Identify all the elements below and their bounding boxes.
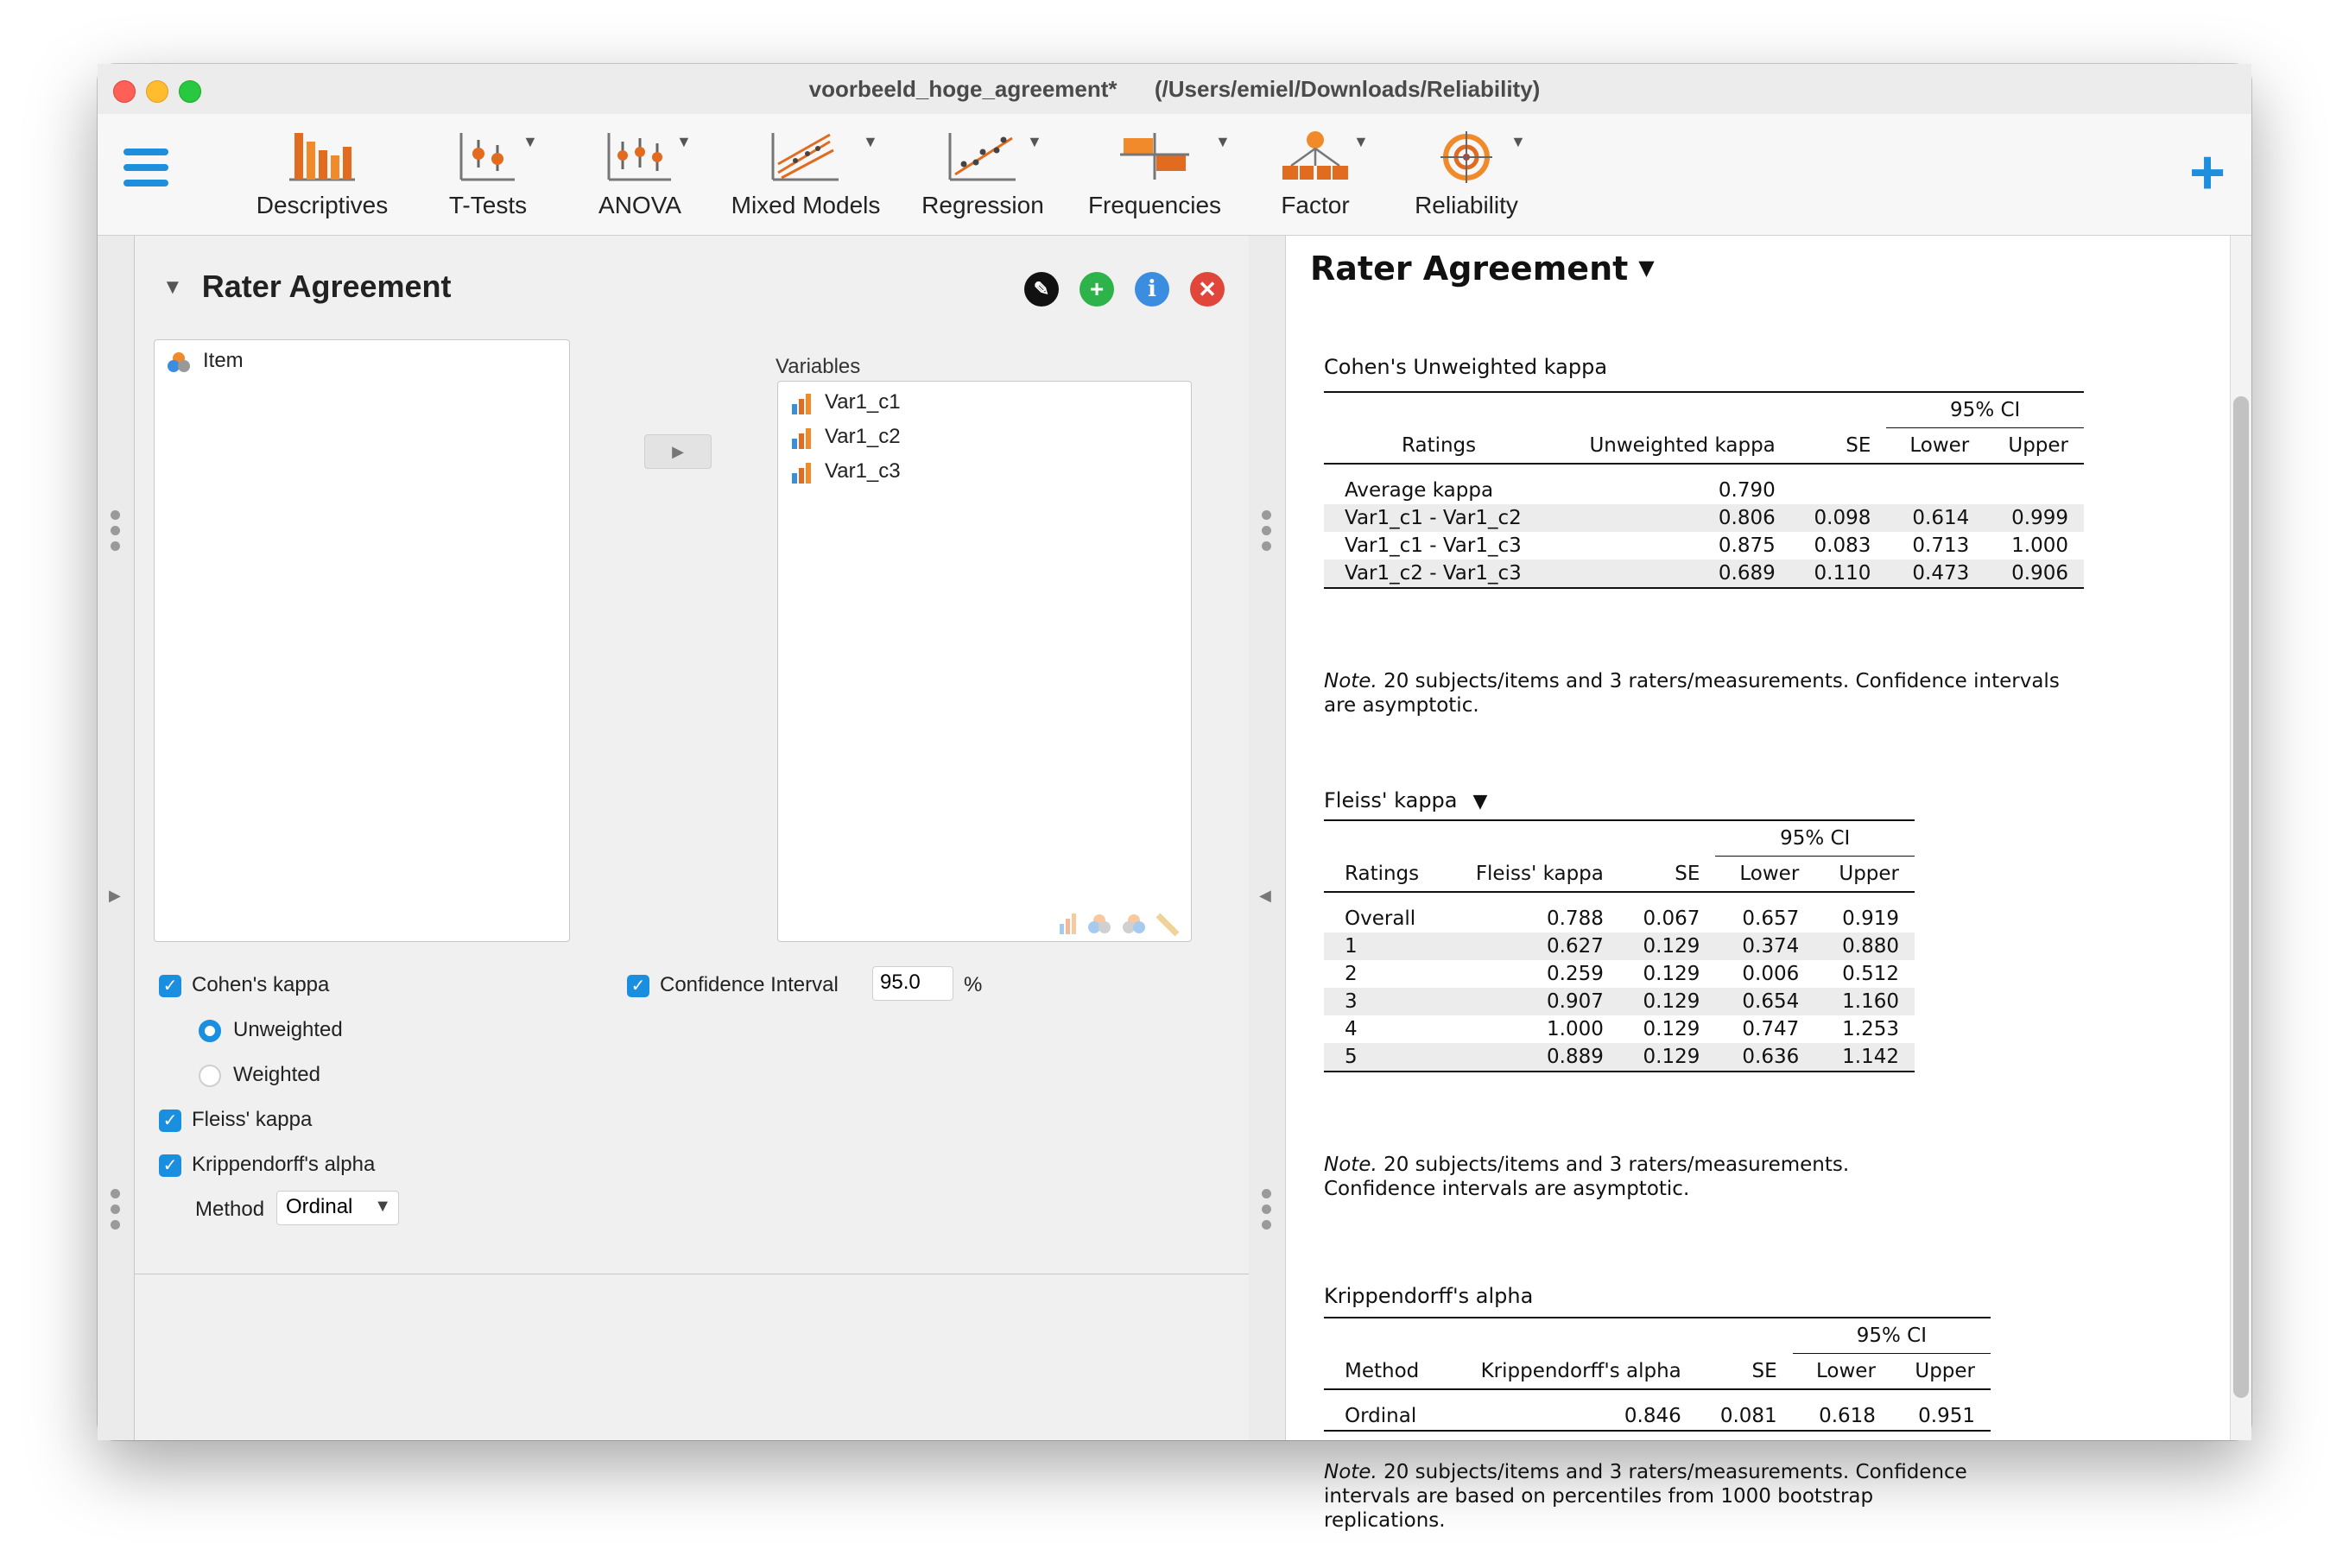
table-header: Unweighted kappa <box>1555 428 1791 465</box>
add-module-plus-icon[interactable]: + <box>2188 138 2226 207</box>
variable-label: Var1_c2 <box>825 425 901 448</box>
frequencies-dropdown-icon: ▼ <box>1215 133 1231 150</box>
table-cell: 5 <box>1324 1043 1445 1072</box>
table-cell: 1.000 <box>2011 534 2068 557</box>
t-tests-dropdown-icon: ▼ <box>522 133 538 150</box>
splitter-handle-dots-icon[interactable] <box>111 510 121 557</box>
table-cell: 0.512 <box>1842 963 1899 985</box>
table-cell: Ordinal <box>1324 1402 1445 1431</box>
note-label: Note. <box>1324 1154 1377 1176</box>
ordinal-variable-icon <box>790 392 813 414</box>
table-header: 95% CI <box>1793 1318 1991 1354</box>
table-cell: Var1_c1 - Var1_c2 <box>1324 504 1555 532</box>
table-cell: 0.875 <box>1718 534 1776 557</box>
table-cell: 1 <box>1324 933 1445 960</box>
factor-dropdown-icon: ▼ <box>1353 133 1369 150</box>
krippendorff-alpha-table <box>1324 1317 1991 1432</box>
toolbar-t-tests-label: T-Tests <box>448 192 528 218</box>
results-scrollbar-thumb[interactable] <box>2233 396 2249 1398</box>
table-cell: 0.654 <box>1715 988 1814 1015</box>
table-header: Krippendorff's alpha <box>1445 1354 1697 1390</box>
confidence-interval-label: Confidence Interval <box>660 973 839 996</box>
analysis-header[interactable] <box>162 269 452 305</box>
middle-splitter[interactable] <box>1249 236 1285 1440</box>
move-variable-arrow-button[interactable]: ▶ <box>644 434 712 469</box>
table-header: Method <box>1324 1354 1445 1390</box>
table-cell <box>1886 477 1985 504</box>
results-panel <box>1285 236 2232 1532</box>
unweighted-label: Unweighted <box>233 1018 343 1041</box>
krippendorff-table-title: Krippendorff's alpha <box>1324 1284 1534 1308</box>
table-cell: Average kappa <box>1345 479 1494 502</box>
table-cell: 0.129 <box>1619 933 1716 960</box>
table-header: Lower <box>1793 1354 1891 1390</box>
note-text: 20 subjects/items and 3 raters/measurements. Confidence intervals are asymptotic. <box>1324 1154 1850 1200</box>
anova-dropdown-icon: ▼ <box>676 133 692 150</box>
table-header: Upper <box>1985 428 2084 465</box>
table-cell: 4 <box>1345 1018 1358 1040</box>
table-header: SE <box>1697 1354 1793 1390</box>
list-item[interactable] <box>790 425 901 449</box>
collapse-triangle-icon[interactable]: ▼ <box>162 275 183 299</box>
table-cell: 0.067 <box>1643 907 1700 930</box>
info-icon[interactable]: i <box>1135 272 1169 307</box>
list-item[interactable] <box>790 390 901 414</box>
table-row <box>1324 933 1915 960</box>
table-cell: 0.806 <box>1555 504 1791 532</box>
method-select-value: Ordinal <box>286 1195 353 1218</box>
fleiss-kappa-label: Fleiss' kappa <box>192 1108 313 1131</box>
edit-title-pencil-icon[interactable]: ✎ <box>1024 272 1059 307</box>
ribbon-toolbar <box>98 114 2251 236</box>
table-row <box>1324 1402 1991 1431</box>
note-text: 20 subjects/items and 3 raters/measurements. Confidence intervals are asymptotic. <box>1324 670 2060 717</box>
fleiss-kappa-table <box>1324 819 1915 1072</box>
weighted-label: Weighted <box>233 1063 320 1086</box>
splitter-handle-dots-icon[interactable] <box>111 1189 121 1236</box>
table-cell: 0.110 <box>1791 560 1887 588</box>
expand-data-arrow-icon[interactable]: ▶ <box>109 887 121 904</box>
left-splitter[interactable] <box>98 236 134 1440</box>
table-cell: 0.473 <box>1886 560 1985 588</box>
window-title: voorbeeld_hoge_agreement* (/Users/emiel/Downloads/Reliability) <box>808 76 1541 102</box>
table-header: Upper <box>1814 857 1915 893</box>
results-title: Rater Agreement <box>1310 250 1629 288</box>
toolbar-factor-label: Factor <box>1281 192 1350 218</box>
table-cell: 0.129 <box>1643 963 1700 985</box>
table-cell: 0.846 <box>1445 1402 1697 1431</box>
results-heading[interactable] <box>1310 250 1655 288</box>
nominal-variable-icon <box>167 350 191 374</box>
t-tests-icon <box>458 130 518 183</box>
list-item[interactable] <box>167 349 244 374</box>
table-row <box>1324 532 2084 560</box>
note-label: Note. <box>1324 1461 1377 1483</box>
hamburger-menu-icon[interactable] <box>123 149 168 193</box>
toolbar-anova[interactable] <box>579 114 700 235</box>
table-row <box>1324 477 2084 504</box>
chevron-down-icon: ▼ <box>374 1197 391 1216</box>
cohens-kappa-checkbox[interactable]: ✓ Cohen's kappa <box>159 973 329 997</box>
source-variables-list[interactable] <box>154 339 570 942</box>
table-cell: 0.689 <box>1555 560 1791 588</box>
mixed-models-icon <box>769 130 842 183</box>
table-header: Ratings <box>1324 428 1555 465</box>
table-row <box>1324 905 1915 933</box>
table-cell: 0.636 <box>1715 1043 1814 1072</box>
ci-level-input[interactable]: 95.0 <box>872 966 953 1001</box>
table-header: Upper <box>1891 1354 1991 1390</box>
toolbar-frequencies-label: Frequencies <box>1087 192 1222 218</box>
method-select[interactable] <box>276 1191 399 1225</box>
ci-percent-unit: % <box>964 973 983 996</box>
table-cell: 0.614 <box>1886 504 1985 532</box>
table-cell: 0.999 <box>1985 504 2084 532</box>
table-cell: 0.657 <box>1742 907 1800 930</box>
table-cell: 0.790 <box>1718 479 1776 502</box>
krippendorff-alpha-label: Krippendorff's alpha <box>192 1153 376 1176</box>
table-header: Ratings <box>1324 857 1445 893</box>
note-text: 20 subjects/items and 3 raters/measurements. Confidence intervals are based on percentiles from 1000 bootstrap replications. <box>1324 1461 1967 1532</box>
list-item[interactable] <box>790 459 901 484</box>
table-cell: 0.006 <box>1742 963 1800 985</box>
reliability-dropdown-icon: ▼ <box>1510 133 1526 150</box>
toolbar-mixed-models[interactable] <box>719 114 892 235</box>
confidence-interval-checkbox[interactable]: ✓ Confidence Interval <box>627 973 839 997</box>
table-cell: 0.081 <box>1697 1402 1793 1431</box>
table-row <box>1324 1015 1915 1043</box>
toolbar-regression[interactable] <box>909 114 1056 235</box>
fleiss-kappa-checkbox[interactable]: ✓ Fleiss' kappa <box>159 1108 312 1132</box>
app-window <box>98 64 2251 1532</box>
table-cell: Var1_c2 - Var1_c3 <box>1324 560 1555 588</box>
reliability-icon <box>1439 130 1494 183</box>
table-cell: Var1_c1 - Var1_c3 <box>1345 534 1522 557</box>
fleiss-title-text: Fleiss' kappa <box>1324 788 1458 812</box>
toolbar-mixed-models-label: Mixed Models <box>731 192 881 218</box>
toolbar-descriptives-label: Descriptives <box>256 192 389 218</box>
cohen-table-title: Cohen's Unweighted kappa <box>1324 355 1608 379</box>
variables-label: Variables <box>776 355 861 378</box>
cohens-kappa-label: Cohen's kappa <box>192 973 330 996</box>
table-cell <box>1985 477 2084 504</box>
table-cell: 0.083 <box>1814 534 1871 557</box>
table-row <box>1324 560 2084 588</box>
descriptives-icon <box>286 130 358 183</box>
table-cell: 0.919 <box>1842 907 1899 930</box>
collapse-options-arrow-icon[interactable]: ◀ <box>1259 887 1271 904</box>
table-cell: 0.129 <box>1643 1018 1700 1040</box>
table-header: 95% CI <box>1715 820 1915 857</box>
ordinal-variable-icon <box>790 461 813 484</box>
ordinal-variable-icon <box>790 427 813 449</box>
table-cell: 0.906 <box>1985 560 2084 588</box>
source-variable-label: Item <box>203 349 244 372</box>
krippendorff-table-note <box>1324 1460 1998 1533</box>
toolbar-anova-label: ANOVA <box>598 192 681 218</box>
regression-icon <box>947 130 1019 183</box>
analysis-title: Rater Agreement <box>201 269 452 304</box>
table-header: Lower <box>1715 857 1814 893</box>
table-cell: 1.160 <box>1814 988 1915 1015</box>
toolbar-reliability-label: Reliability <box>1415 192 1518 218</box>
krippendorff-alpha-checkbox[interactable]: ✓ Krippendorff's alpha <box>159 1153 375 1177</box>
table-cell: 0.627 <box>1445 933 1619 960</box>
mixed-models-dropdown-icon: ▼ <box>863 133 878 150</box>
title-bar <box>98 64 2251 115</box>
table-cell: 1.142 <box>1814 1043 1915 1072</box>
toolbar-regression-label: Regression <box>921 192 1044 218</box>
table-cell: 0.880 <box>1814 933 1915 960</box>
variable-label: Var1_c3 <box>825 459 901 483</box>
table-cell: 0.618 <box>1793 1402 1891 1431</box>
factor-icon <box>1279 130 1352 183</box>
cohen-kappa-table <box>1324 391 2084 589</box>
table-header: Lower <box>1886 428 1985 465</box>
table-cell: Overall <box>1345 907 1416 930</box>
table-cell: 1.253 <box>1842 1018 1899 1040</box>
table-cell: 0.129 <box>1619 988 1716 1015</box>
results-menu-dropdown-icon[interactable]: ▼ <box>1638 256 1655 280</box>
table-header: SE <box>1791 428 1887 465</box>
table-cell: 2 <box>1345 963 1358 985</box>
regression-dropdown-icon: ▼ <box>1027 133 1042 150</box>
table-cell: 0.747 <box>1742 1018 1800 1040</box>
table-row <box>1324 1043 1915 1072</box>
table-cell: 0.788 <box>1547 907 1604 930</box>
fleiss-table-title[interactable] <box>1324 788 1487 812</box>
table-header: SE <box>1619 857 1716 893</box>
duplicate-analysis-plus-icon[interactable]: + <box>1080 272 1114 307</box>
target-variables-list[interactable] <box>777 381 1192 942</box>
table-cell: 0.713 <box>1912 534 1970 557</box>
allowed-variable-types-icon <box>1056 910 1186 936</box>
fleiss-menu-dropdown-icon[interactable]: ▼ <box>1472 791 1488 812</box>
table-cell: 1.000 <box>1547 1018 1604 1040</box>
table-row <box>1324 504 2084 532</box>
weighted-radio[interactable] <box>199 1063 320 1087</box>
table-cell: 3 <box>1324 988 1445 1015</box>
table-cell <box>1791 477 1887 504</box>
note-label: Note. <box>1324 670 1377 692</box>
unweighted-radio[interactable] <box>199 1018 343 1042</box>
splitter-handle-dots-icon[interactable] <box>1262 1189 1272 1236</box>
variable-label: Var1_c1 <box>825 390 901 414</box>
anova-icon <box>605 130 674 183</box>
remove-analysis-close-icon[interactable]: ✕ <box>1190 272 1225 307</box>
toolbar-frequencies[interactable] <box>1068 114 1241 235</box>
method-label: Method <box>195 1198 265 1221</box>
toolbar-reliability[interactable] <box>1393 114 1540 235</box>
cohen-table-note <box>1324 669 2084 718</box>
table-cell: 0.889 <box>1445 1043 1619 1072</box>
splitter-handle-dots-icon[interactable] <box>1262 510 1272 557</box>
table-cell: 0.098 <box>1791 504 1887 532</box>
toolbar-factor[interactable] <box>1255 114 1376 235</box>
table-cell: 0.374 <box>1715 933 1814 960</box>
table-header: 95% CI <box>1886 392 2084 428</box>
fleiss-table-note <box>1324 1153 1915 1201</box>
table-row <box>1324 988 1915 1015</box>
table-cell: 0.951 <box>1891 1402 1991 1431</box>
table-cell: 0.129 <box>1619 1043 1716 1072</box>
table-cell: 0.259 <box>1547 963 1604 985</box>
toolbar-t-tests[interactable] <box>427 114 548 235</box>
frequencies-icon <box>1118 130 1191 183</box>
table-cell: 0.907 <box>1445 988 1619 1015</box>
table-row <box>1324 960 1915 988</box>
table-header: Fleiss' kappa <box>1445 857 1619 893</box>
analysis-options-panel <box>134 236 1250 1440</box>
toolbar-descriptives[interactable] <box>244 114 400 235</box>
